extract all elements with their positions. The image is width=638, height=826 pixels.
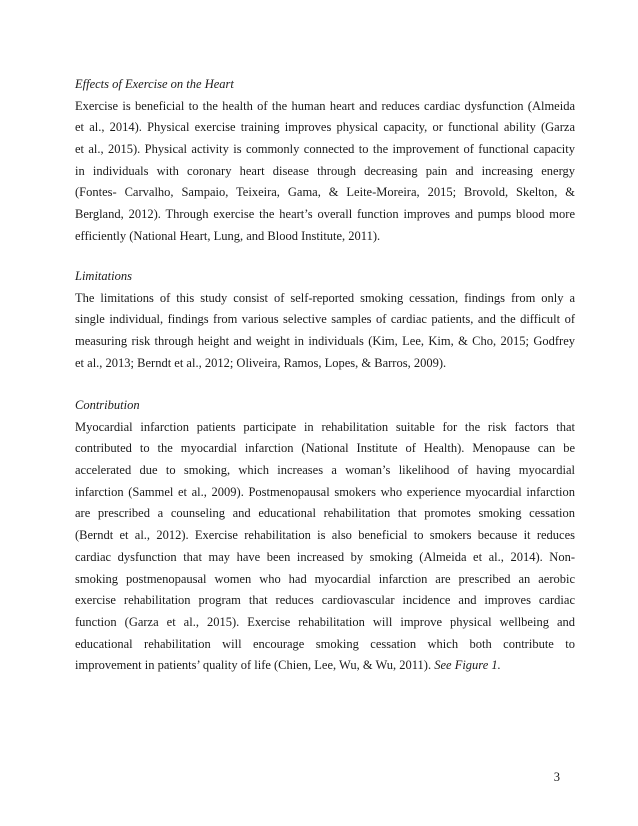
paragraph-line: efficiently (National Heart, Lung, and Blood Institute, 2011). — [75, 228, 381, 243]
paragraph-line: measuring risk through height and weight in individuals (Kim, Lee, Kim, & Cho, 2015; Godfrey — [75, 334, 575, 349]
page-number: 3 — [553, 770, 560, 784]
paragraph-line: The limitations of this study consist of self-reported smoking cessation, findings from only a — [75, 290, 575, 305]
paragraph-line-final — [75, 655, 575, 677]
section-effects-of-exercise — [75, 74, 575, 248]
paragraph-line: educational rehabilitation will encourage smoking cessation which both contribute to — [75, 636, 575, 651]
paragraph-line: (Fontes- Carvalho, Sampaio, Teixeira, Gama, & Leite-Moreira, 2015; Brovold, Skelton, & — [75, 185, 575, 200]
section-heading: Contribution — [75, 398, 140, 412]
section-heading: Limitations — [75, 269, 132, 283]
section-heading: Effects of Exercise on the Heart — [75, 77, 234, 91]
paragraph-line: cardiac dysfunction that may have been increased by smoking (Almeida et al., 2014). Non- — [75, 549, 575, 564]
paragraph-line: Bergland, 2012). Through exercise the heart’s overall function improves and pumps blood more — [75, 207, 575, 222]
paragraph-line: et al., 2014). Physical exercise training improves physical capacity, or functional ability (Garza — [75, 120, 575, 135]
paragraph-line: in individuals with coronary heart disease through decreasing pain and increasing energy — [75, 163, 575, 178]
paragraph-line: smoking postmenopausal women who had myocardial infarction are prescribed an aerobic — [75, 571, 575, 586]
figure-reference: See Figure 1. — [434, 658, 501, 673]
paragraph-line: Exercise is beneficial to the health of the human heart and reduces cardiac dysfunction (Almeida — [75, 98, 575, 113]
paragraph-line: Myocardial infarction patients participate in rehabilitation suitable for the risk factors that — [75, 419, 575, 434]
section-contribution — [75, 395, 575, 677]
paragraph-line: exercise rehabilitation program that reduces cardiovascular incidence and improves cardiac — [75, 593, 575, 608]
paragraph-line-text: improvement in patients’ quality of life (Chien, Lee, Wu, & Wu, 2011). — [75, 658, 432, 673]
paragraph-line: infarction (Sammel et al., 2009). Postmenopausal smokers who experience myocardial infarction — [75, 484, 575, 499]
paragraph-line: et al., 2013; Berndt et al., 2012; Oliveira, Ramos, Lopes, & Barros, 2009). — [75, 355, 447, 370]
paragraph-line: et al., 2015). Physical activity is commonly connected to the improvement of functional capacity — [75, 142, 575, 157]
paragraph-line: contributed to the myocardial infarction (National Institute of Health). Menopause can be — [75, 441, 575, 456]
section-limitations — [75, 266, 575, 374]
paragraph-line: function (Garza et al., 2015). Exercise rehabilitation will improve physical wellbeing and — [75, 614, 575, 629]
paragraph-line: are prescribed a counseling and educational rehabilitation that promotes smoking cessation — [75, 506, 575, 521]
paragraph-line: (Berndt et al., 2012). Exercise rehabilitation is also beneficial to smokers because it reduces — [75, 528, 575, 543]
paragraph-line: accelerated due to smoking, which increases a woman’s likelihood of having myocardial — [75, 463, 575, 478]
paragraph-line: single individual, findings from various selective samples of cardiac patients, and the difficult of — [75, 312, 575, 327]
